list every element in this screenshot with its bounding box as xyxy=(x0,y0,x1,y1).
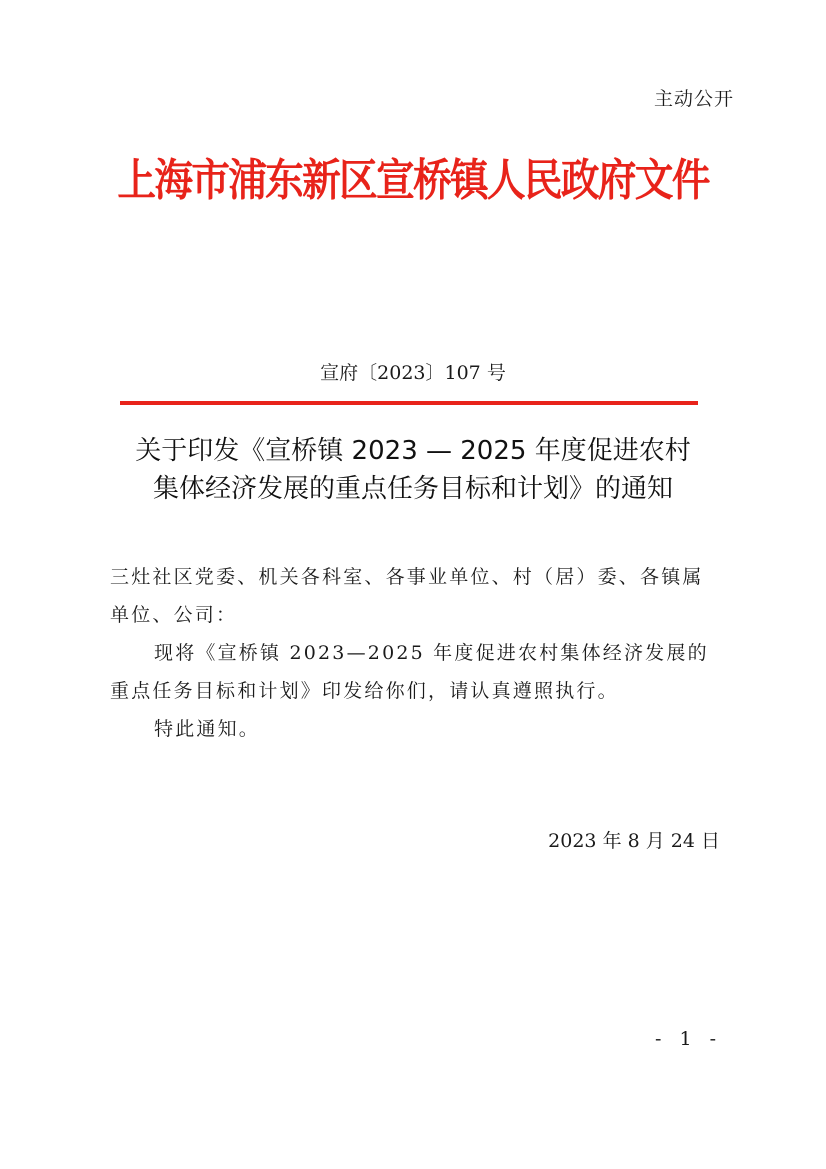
title-line-1: 关于印发《宣桥镇 2023 — 2025 年度促进农村 xyxy=(135,436,691,466)
recipients-paragraph: 三灶社区党委、机关各科室、各事业单位、村（居）委、各镇属单位、公司： xyxy=(110,566,704,626)
disclosure-label: 主动公开 xyxy=(653,88,734,110)
issue-date: 2023 年 8 月 24 日 xyxy=(548,830,720,852)
main-paragraph: 现将《宣桥镇 2023—2025 年度促进农村集体经济发展的重点任务目标和计划》印发给你们，请认真遵照执行。 xyxy=(110,642,709,702)
document-body xyxy=(110,558,716,748)
closing-paragraph: 特此通知。 xyxy=(154,718,261,740)
page-number: - 1 - xyxy=(654,1028,722,1050)
document-title xyxy=(100,432,726,508)
title-line-2: 集体经济发展的重点任务目标和计划》的通知 xyxy=(152,474,673,504)
document-number: 宣府〔2023〕107 号 xyxy=(320,362,506,384)
document-masthead: 上海市浦东新区宣桥镇人民政府文件 xyxy=(117,155,709,206)
red-divider-line xyxy=(120,401,698,405)
